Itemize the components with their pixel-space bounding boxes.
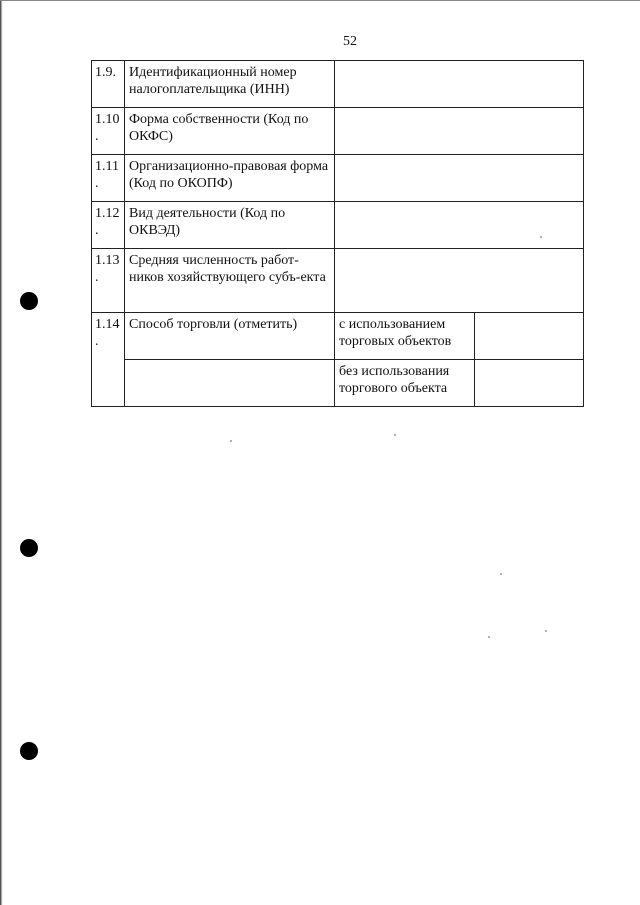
row-label: Средняя численность работ-ников хозяйствующего субъ-екта xyxy=(125,249,335,313)
scan-speck xyxy=(540,236,542,238)
table-row xyxy=(92,155,584,202)
row-number-text: 1.12 xyxy=(95,206,120,221)
row-number-dot: . xyxy=(95,223,99,238)
row-number-dot: . xyxy=(95,129,99,144)
empty-label-cell xyxy=(125,360,335,407)
punch-hole xyxy=(20,292,38,310)
row-label: Вид деятельности (Код по ОКВЭД) xyxy=(125,202,335,249)
table-row xyxy=(92,202,584,249)
value-cell-okfs[interactable] xyxy=(335,108,584,155)
table-row xyxy=(92,313,584,360)
scan-speck xyxy=(545,630,547,632)
row-number-dot: . xyxy=(95,270,99,285)
row-number xyxy=(92,202,125,249)
scan-top-edge xyxy=(0,0,640,1)
table-row xyxy=(92,108,584,155)
option-label: без использования торгового объекта xyxy=(335,360,475,407)
row-label: Идентификационный номер налогоплательщика (ИНН) xyxy=(125,61,335,108)
row-number-text: 1.14 xyxy=(95,317,120,332)
value-cell-okopf[interactable] xyxy=(335,155,584,202)
option-checkbox-with-objects[interactable] xyxy=(475,313,584,360)
punch-hole xyxy=(20,539,38,557)
row-number-text: 1.9. xyxy=(95,65,116,80)
row-number-text: 1.11 xyxy=(95,159,119,174)
option-label: с использованием торговых объектов xyxy=(335,313,475,360)
scan-speck xyxy=(394,434,396,436)
option-checkbox-without-objects[interactable] xyxy=(475,360,584,407)
row-label: Организационно-правовая форма (Код по ОКОПФ) xyxy=(125,155,335,202)
form-table xyxy=(91,60,584,407)
table-row xyxy=(92,249,584,313)
page-number: 52 xyxy=(343,34,357,49)
row-number-dot: . xyxy=(95,176,99,191)
punch-hole xyxy=(20,742,38,760)
scan-left-edge xyxy=(0,0,3,905)
table-row xyxy=(92,61,584,108)
row-label: Способ торговли (отметить) xyxy=(125,313,335,360)
row-label: Форма собственности (Код по ОКФС) xyxy=(125,108,335,155)
row-number xyxy=(92,108,125,155)
row-number xyxy=(92,249,125,313)
scan-speck xyxy=(488,636,490,638)
value-cell-okved[interactable] xyxy=(335,202,584,249)
scan-speck xyxy=(230,440,232,442)
value-cell-headcount[interactable] xyxy=(335,249,584,313)
row-number xyxy=(92,155,125,202)
row-number-dot: . xyxy=(95,334,99,349)
table-row xyxy=(92,360,584,407)
row-number xyxy=(92,61,125,108)
row-number-text: 1.13 xyxy=(95,253,120,268)
row-number xyxy=(92,313,125,407)
scan-speck xyxy=(500,573,502,575)
row-number-text: 1.10 xyxy=(95,112,120,127)
value-cell-inn[interactable] xyxy=(335,61,584,108)
